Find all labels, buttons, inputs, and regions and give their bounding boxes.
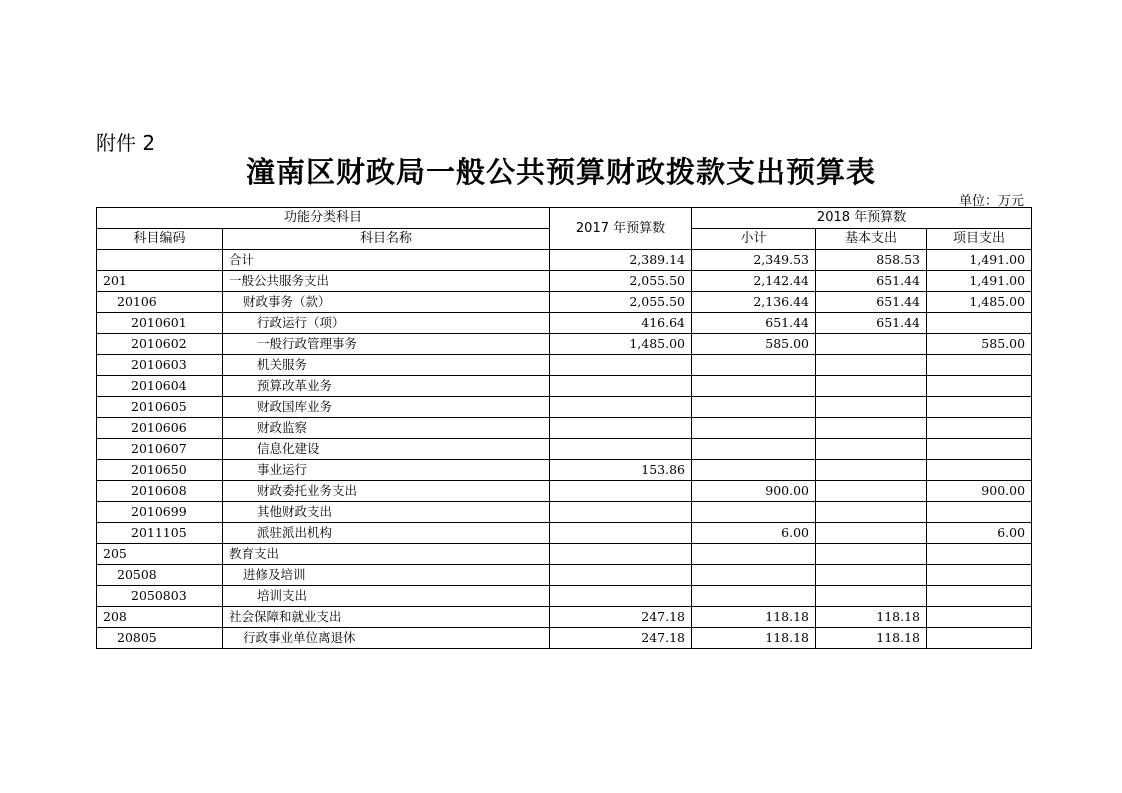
cell-subtotal bbox=[692, 418, 816, 439]
table-row bbox=[97, 586, 1032, 607]
cell-basic: 651.44 bbox=[816, 271, 927, 292]
table-row bbox=[97, 460, 1032, 481]
cell-project bbox=[927, 565, 1032, 586]
cell-subtotal bbox=[692, 565, 816, 586]
table-body bbox=[97, 250, 1032, 649]
cell-code: 20805 bbox=[97, 628, 223, 649]
cell-code: 2010604 bbox=[97, 376, 223, 397]
attachment-label: 附件 2 bbox=[96, 131, 156, 155]
cell-budget-2017: 2,389.14 bbox=[550, 250, 692, 271]
cell-budget-2017: 153.86 bbox=[550, 460, 692, 481]
cell-name: 机关服务 bbox=[223, 355, 550, 376]
cell-code: 20106 bbox=[97, 292, 223, 313]
cell-project bbox=[927, 628, 1032, 649]
cell-basic bbox=[816, 502, 927, 523]
table-row bbox=[97, 628, 1032, 649]
cell-basic: 118.18 bbox=[816, 628, 927, 649]
cell-subtotal: 2,349.53 bbox=[692, 250, 816, 271]
cell-basic: 118.18 bbox=[816, 607, 927, 628]
cell-subtotal bbox=[692, 397, 816, 418]
cell-subtotal bbox=[692, 544, 816, 565]
cell-basic bbox=[816, 544, 927, 565]
cell-code: 205 bbox=[97, 544, 223, 565]
cell-subtotal bbox=[692, 460, 816, 481]
cell-subtotal: 6.00 bbox=[692, 523, 816, 544]
table-row bbox=[97, 334, 1032, 355]
header-budget-2018-group: 2018 年预算数 bbox=[692, 208, 1032, 229]
cell-project: 1,491.00 bbox=[927, 250, 1032, 271]
cell-project bbox=[927, 607, 1032, 628]
table-row bbox=[97, 565, 1032, 586]
cell-code: 20508 bbox=[97, 565, 223, 586]
cell-subtotal: 900.00 bbox=[692, 481, 816, 502]
cell-subtotal bbox=[692, 439, 816, 460]
cell-code: 208 bbox=[97, 607, 223, 628]
budget-table bbox=[96, 207, 1032, 649]
cell-name: 事业运行 bbox=[223, 460, 550, 481]
cell-name: 财政事务（款） bbox=[223, 292, 550, 313]
cell-budget-2017 bbox=[550, 376, 692, 397]
cell-code: 2011105 bbox=[97, 523, 223, 544]
cell-code: 201 bbox=[97, 271, 223, 292]
cell-budget-2017: 2,055.50 bbox=[550, 292, 692, 313]
cell-project bbox=[927, 376, 1032, 397]
cell-project: 1,485.00 bbox=[927, 292, 1032, 313]
cell-project: 900.00 bbox=[927, 481, 1032, 502]
cell-name: 社会保障和就业支出 bbox=[223, 607, 550, 628]
cell-budget-2017: 1,485.00 bbox=[550, 334, 692, 355]
cell-name: 合计 bbox=[223, 250, 550, 271]
header-project: 项目支出 bbox=[927, 229, 1032, 250]
cell-subtotal: 651.44 bbox=[692, 313, 816, 334]
cell-subtotal: 585.00 bbox=[692, 334, 816, 355]
cell-code bbox=[97, 250, 223, 271]
cell-code: 2010601 bbox=[97, 313, 223, 334]
cell-basic: 651.44 bbox=[816, 292, 927, 313]
cell-basic: 858.53 bbox=[816, 250, 927, 271]
cell-basic bbox=[816, 334, 927, 355]
cell-budget-2017: 247.18 bbox=[550, 607, 692, 628]
table-row bbox=[97, 271, 1032, 292]
cell-budget-2017 bbox=[550, 439, 692, 460]
cell-basic bbox=[816, 481, 927, 502]
cell-basic bbox=[816, 397, 927, 418]
header-name: 科目名称 bbox=[223, 229, 550, 250]
cell-subtotal: 2,136.44 bbox=[692, 292, 816, 313]
cell-budget-2017: 2,055.50 bbox=[550, 271, 692, 292]
cell-project bbox=[927, 355, 1032, 376]
cell-basic bbox=[816, 565, 927, 586]
cell-project: 585.00 bbox=[927, 334, 1032, 355]
cell-subtotal: 118.18 bbox=[692, 607, 816, 628]
cell-project bbox=[927, 502, 1032, 523]
table-row bbox=[97, 418, 1032, 439]
header-row-1 bbox=[97, 208, 1032, 229]
cell-name: 教育支出 bbox=[223, 544, 550, 565]
table-row bbox=[97, 523, 1032, 544]
cell-basic bbox=[816, 586, 927, 607]
cell-code: 2010608 bbox=[97, 481, 223, 502]
header-budget-2017: 2017 年预算数 bbox=[550, 208, 692, 250]
table-row bbox=[97, 376, 1032, 397]
cell-code: 2010607 bbox=[97, 439, 223, 460]
cell-budget-2017 bbox=[550, 481, 692, 502]
table-row bbox=[97, 292, 1032, 313]
page-title: 潼南区财政局一般公共预算财政拨款支出预算表 bbox=[245, 155, 876, 189]
cell-name: 信息化建设 bbox=[223, 439, 550, 460]
cell-project: 1,491.00 bbox=[927, 271, 1032, 292]
cell-subtotal bbox=[692, 586, 816, 607]
header-code: 科目编码 bbox=[97, 229, 223, 250]
cell-name: 财政监察 bbox=[223, 418, 550, 439]
cell-subtotal: 118.18 bbox=[692, 628, 816, 649]
cell-project: 6.00 bbox=[927, 523, 1032, 544]
table-row bbox=[97, 481, 1032, 502]
cell-code: 2010602 bbox=[97, 334, 223, 355]
table-row bbox=[97, 502, 1032, 523]
cell-name: 预算改革业务 bbox=[223, 376, 550, 397]
cell-name: 派驻派出机构 bbox=[223, 523, 550, 544]
cell-basic bbox=[816, 355, 927, 376]
table-row bbox=[97, 397, 1032, 418]
cell-subtotal: 2,142.44 bbox=[692, 271, 816, 292]
cell-code: 2050803 bbox=[97, 586, 223, 607]
header-basic: 基本支出 bbox=[816, 229, 927, 250]
cell-budget-2017 bbox=[550, 544, 692, 565]
cell-code: 2010650 bbox=[97, 460, 223, 481]
cell-name: 进修及培训 bbox=[223, 565, 550, 586]
cell-project bbox=[927, 439, 1032, 460]
cell-name: 财政委托业务支出 bbox=[223, 481, 550, 502]
cell-budget-2017 bbox=[550, 397, 692, 418]
cell-code: 2010605 bbox=[97, 397, 223, 418]
cell-code: 2010606 bbox=[97, 418, 223, 439]
table-row bbox=[97, 607, 1032, 628]
table-row bbox=[97, 313, 1032, 334]
table-row bbox=[97, 544, 1032, 565]
cell-name: 行政运行（项） bbox=[223, 313, 550, 334]
table-row bbox=[97, 439, 1032, 460]
cell-basic bbox=[816, 460, 927, 481]
cell-basic: 651.44 bbox=[816, 313, 927, 334]
cell-subtotal bbox=[692, 355, 816, 376]
cell-name: 一般行政管理事务 bbox=[223, 334, 550, 355]
cell-subtotal bbox=[692, 376, 816, 397]
cell-budget-2017 bbox=[550, 586, 692, 607]
cell-project bbox=[927, 544, 1032, 565]
cell-budget-2017 bbox=[550, 418, 692, 439]
cell-project bbox=[927, 418, 1032, 439]
cell-name: 行政事业单位离退休 bbox=[223, 628, 550, 649]
cell-budget-2017 bbox=[550, 565, 692, 586]
cell-project bbox=[927, 586, 1032, 607]
cell-project bbox=[927, 460, 1032, 481]
cell-project bbox=[927, 313, 1032, 334]
cell-project bbox=[927, 397, 1032, 418]
cell-budget-2017: 416.64 bbox=[550, 313, 692, 334]
cell-code: 2010699 bbox=[97, 502, 223, 523]
cell-basic bbox=[816, 523, 927, 544]
cell-budget-2017 bbox=[550, 502, 692, 523]
cell-basic bbox=[816, 418, 927, 439]
cell-name: 一般公共服务支出 bbox=[223, 271, 550, 292]
cell-code: 2010603 bbox=[97, 355, 223, 376]
cell-budget-2017 bbox=[550, 355, 692, 376]
cell-budget-2017 bbox=[550, 523, 692, 544]
cell-name: 培训支出 bbox=[223, 586, 550, 607]
table-row bbox=[97, 355, 1032, 376]
cell-basic bbox=[816, 376, 927, 397]
cell-name: 财政国库业务 bbox=[223, 397, 550, 418]
cell-budget-2017: 247.18 bbox=[550, 628, 692, 649]
table-row bbox=[97, 250, 1032, 271]
cell-name: 其他财政支出 bbox=[223, 502, 550, 523]
header-subtotal: 小计 bbox=[692, 229, 816, 250]
header-category-group: 功能分类科目 bbox=[97, 208, 550, 229]
unit-label: 单位：万元 bbox=[958, 194, 1024, 209]
cell-subtotal bbox=[692, 502, 816, 523]
cell-basic bbox=[816, 439, 927, 460]
